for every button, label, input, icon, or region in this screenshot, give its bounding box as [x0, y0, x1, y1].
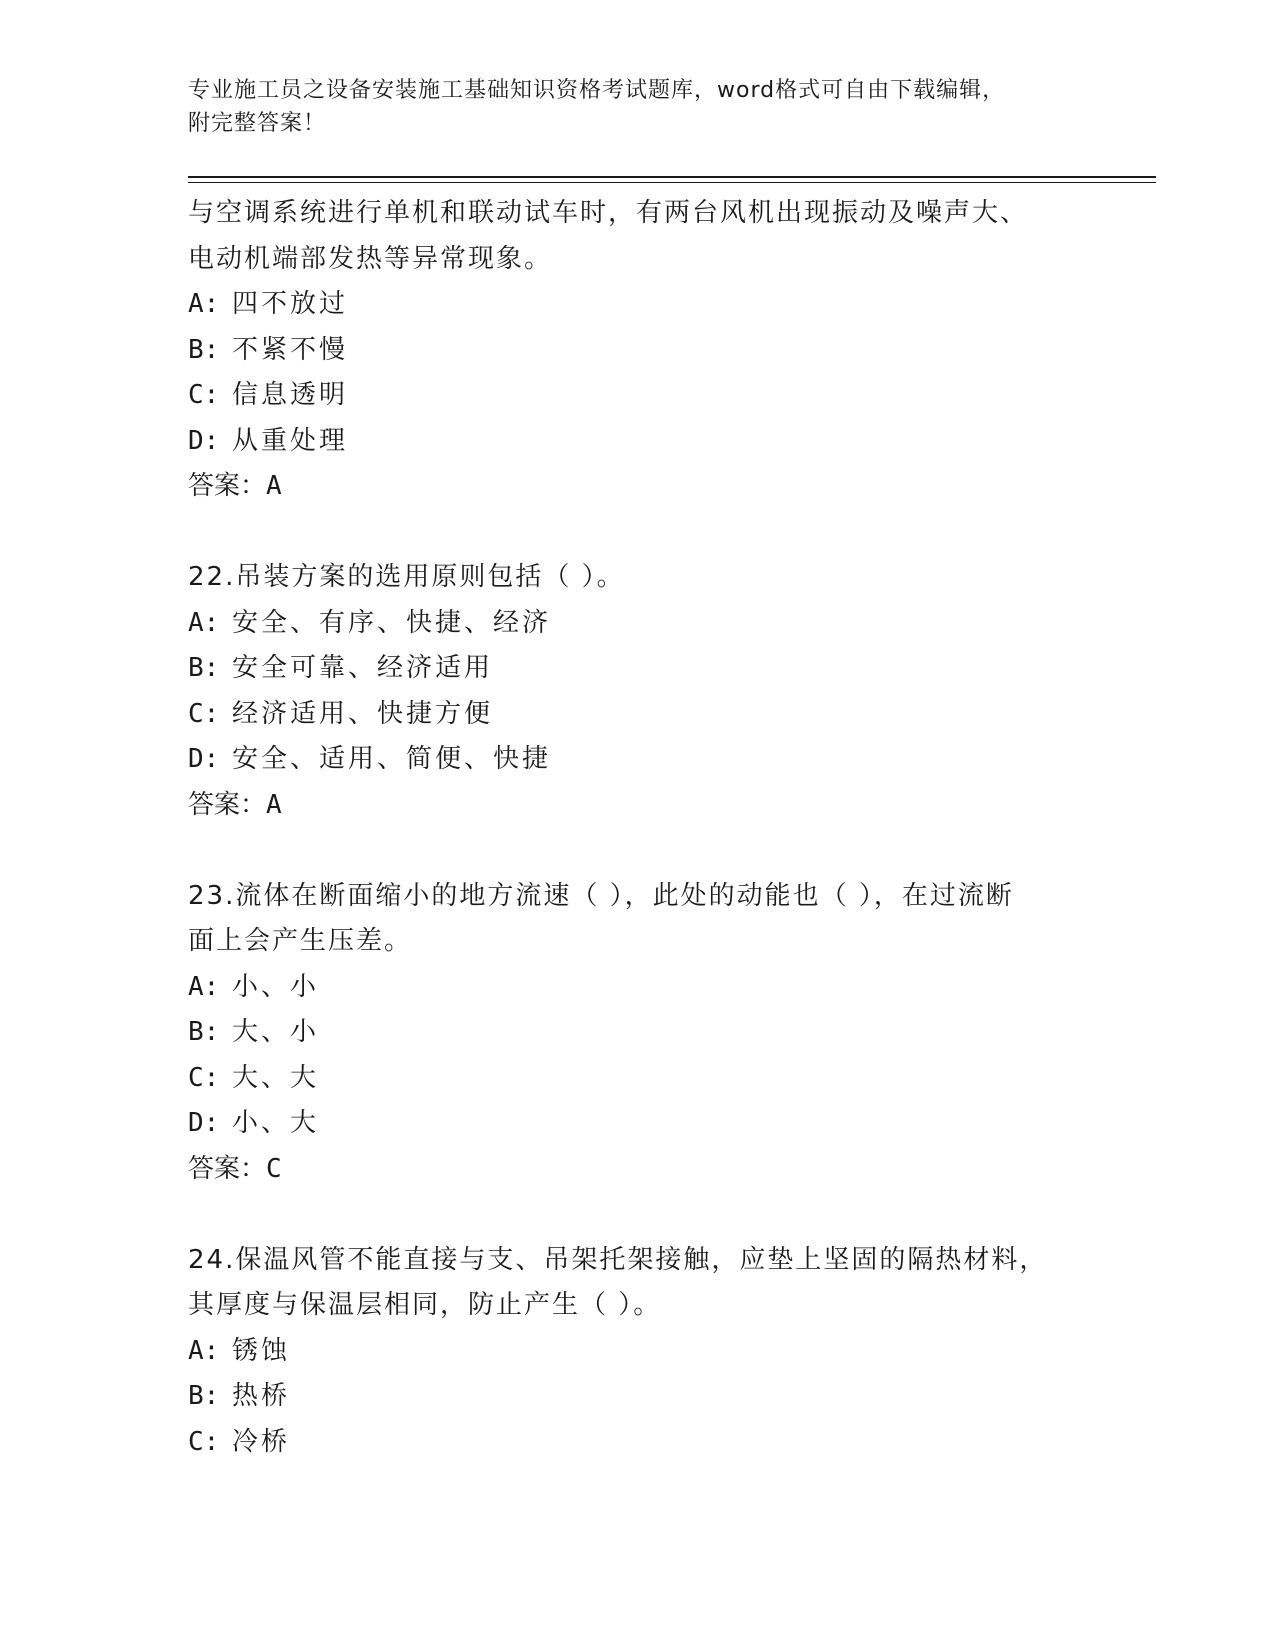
answer-line — [188, 1147, 1088, 1193]
option-a — [188, 965, 1088, 1011]
option-text: 安全、适用、简便、快捷 — [232, 744, 552, 774]
header-divider-thick — [188, 176, 1156, 178]
option-letter: A: — [188, 607, 220, 638]
option-c — [188, 1056, 1088, 1102]
option-letter: B: — [188, 1017, 220, 1047]
answer-value: C — [266, 1153, 282, 1184]
option-text: 大、大 — [232, 1062, 320, 1093]
document-header — [188, 74, 1088, 140]
answer-value: A — [266, 471, 282, 501]
question-block — [188, 1238, 1088, 1466]
option-text: 安全、有序、快捷、经济 — [232, 607, 552, 638]
question-text-line: 面上会产生压差。 — [188, 926, 413, 956]
option-text: 信息透明 — [232, 380, 349, 410]
option-d — [188, 1101, 1088, 1147]
answer-label: 答案： — [188, 789, 267, 820]
header-line-2: 附完整答案！ — [188, 111, 327, 136]
question-spacer — [188, 828, 1088, 874]
option-d — [188, 419, 1088, 465]
question-block — [188, 191, 1088, 510]
option-a — [188, 601, 1088, 647]
header-line-1: 专业施工员之设备安装施工基础知识资格考试题库，word格式可自由下载编辑， — [188, 78, 1006, 103]
question-block — [188, 874, 1088, 1193]
question-text-line: 电动机端部发热等异常现象。 — [188, 243, 553, 274]
option-letter: A: — [188, 971, 220, 1002]
option-text: 小、小 — [232, 971, 320, 1002]
option-text: 锈蚀 — [232, 1335, 291, 1366]
question-block — [188, 555, 1088, 828]
option-text: 热桥 — [232, 1381, 291, 1411]
option-text: 安全可靠、经济适用 — [232, 653, 494, 683]
question-text-line: 其厚度与保温层相同，防止产生（ ）。 — [188, 1290, 662, 1320]
option-text: 冷桥 — [232, 1426, 291, 1457]
option-c — [188, 373, 1088, 419]
question-text-line: 24.保温风管不能直接与支、吊架托架接触，应垫上坚固的隔热材料， — [188, 1244, 1048, 1275]
option-letter: B: — [188, 653, 220, 683]
option-text: 经济适用、快捷方便 — [232, 698, 494, 729]
question-text-line: 与空调系统进行单机和联动试车时，有两台风机出现振动及噪声大、 — [188, 198, 1029, 228]
question-list — [188, 191, 1088, 1465]
option-b — [188, 1010, 1088, 1056]
question-text-line: 23.流体在断面缩小的地方流速（ ），此处的动能也（ ），在过流断 — [188, 880, 1014, 911]
option-d — [188, 737, 1088, 783]
option-text: 小、大 — [232, 1108, 320, 1138]
option-letter: D: — [188, 744, 220, 774]
option-letter: C: — [188, 1062, 220, 1093]
option-a — [188, 282, 1088, 328]
option-text: 从重处理 — [232, 425, 349, 456]
answer-line — [188, 783, 1088, 829]
option-b — [188, 328, 1088, 374]
option-letter: B: — [188, 334, 220, 365]
option-letter: B: — [188, 1381, 220, 1411]
answer-label: 答案： — [188, 471, 267, 501]
option-c — [188, 1420, 1088, 1466]
header-divider-thin — [188, 182, 1156, 183]
option-letter: C: — [188, 380, 220, 410]
option-letter: D: — [188, 1108, 220, 1138]
option-c — [188, 692, 1088, 738]
question-spacer — [188, 510, 1088, 556]
option-text: 四不放过 — [232, 289, 349, 319]
option-b — [188, 646, 1088, 692]
option-letter: D: — [188, 425, 220, 456]
option-b — [188, 1374, 1088, 1420]
option-letter: A: — [188, 1335, 220, 1366]
option-text: 不紧不慢 — [232, 334, 349, 365]
question-spacer — [188, 1192, 1088, 1238]
option-a — [188, 1329, 1088, 1375]
answer-line — [188, 464, 1088, 510]
option-letter: C: — [188, 698, 220, 729]
option-letter: C: — [188, 1426, 220, 1457]
option-text: 大、小 — [232, 1017, 320, 1047]
question-text-line: 22.吊装方案的选用原则包括（ ）。 — [188, 562, 625, 592]
answer-label: 答案： — [188, 1153, 267, 1184]
answer-value: A — [266, 789, 282, 820]
option-letter: A: — [188, 289, 220, 319]
